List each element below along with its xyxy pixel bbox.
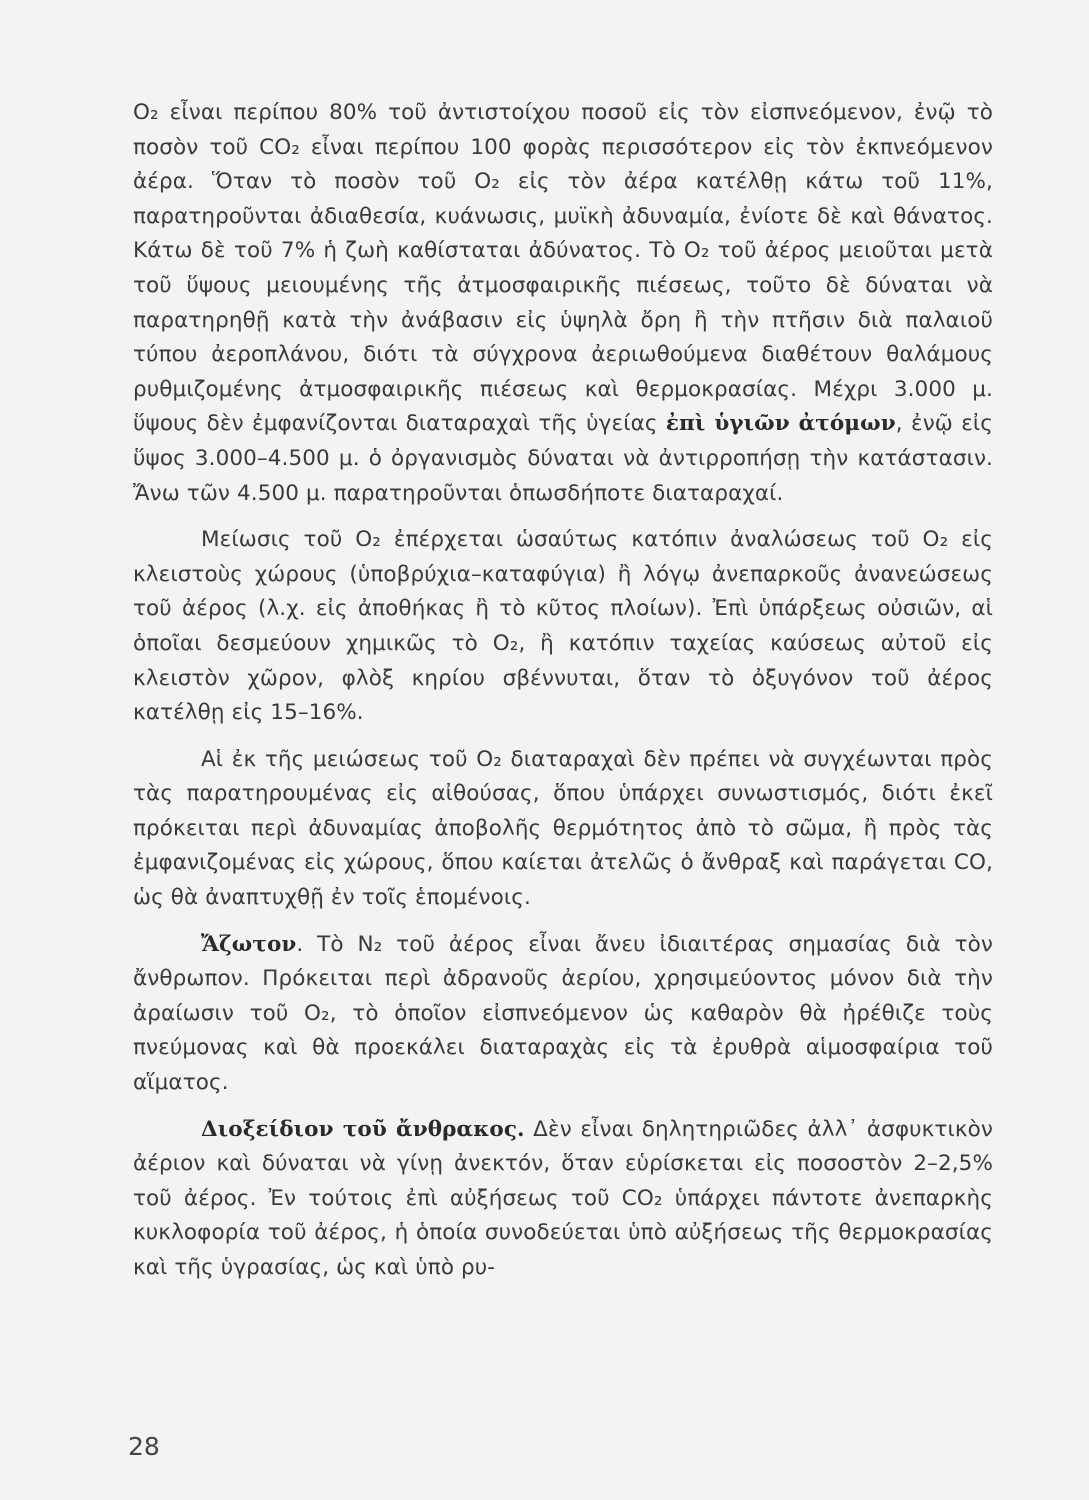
paragraph-oxygen-levels: [133, 96, 993, 511]
paragraph-text: O₂ εἶναι περίπου 80% τοῦ ἀντιστοίχου ποσοῦ εἰς τὸν εἰσπνεόμενον, ἐνῷ τὸ ποσὸν τοῦ CO₂ εἶναι περίπου 100 φορὰς περισσότερον εἰς τὸν ἐκπνεόμενον ἀέρα. Ὅταν τὸ ποσὸν τοῦ O₂ εἰς τὸν ἀέρα κατέλθῃ κάτω τοῦ 11%, παρατηροῦνται ἀδιαθεσία, κυάνωσις, μυϊκὴ ἀδυναμία, ἐνίοτε δὲ καὶ θάνατος. Κάτω δὲ τοῦ 7% ἡ ζωὴ καθίσταται ἀδύνατος. Τὸ O₂ τοῦ ἀέρος μειοῦται μετὰ τοῦ ὕψους μειουμένης τῆς ἀτμοσφαιρικῆς πιέσεως, τοῦτο δὲ δύναται νὰ παρατηρηθῇ κατὰ τὴν ἀνάβασιν εἰς ὑψηλὰ ὄρη ἢ τὴν πτῆσιν διὰ παλαιοῦ τύπου ἀεροπλάνου, διότι τὰ σύγχρονα ἀεριωθούμενα διαθέτουν θαλάμους ρυθμιζομένης ἀτμοσφαιρικῆς πιέσεως καὶ θερμοκρασίας. Μέχρι 3.000 μ. ὕψους δὲν ἐμφανίζονται διαταραχαὶ τῆς ὑγείας: [133, 100, 993, 437]
paragraph-nitrogen: [133, 928, 993, 1101]
page-number: 28: [128, 1432, 160, 1461]
body-text: [133, 96, 993, 1286]
bold-phrase: ἐπὶ ὑγιῶν ἀτόμων: [665, 411, 896, 437]
paragraph-disturbances: Αἱ ἐκ τῆς μειώσεως τοῦ O₂ διαταραχαὶ δὲν πρέπει νὰ συγχέωνται πρὸς τὰς παρατηρουμένας εἰς αἰθούσας, ὅπου ὑπάρχει συνωστισμός, διότι ἐκεῖ πρόκειται περὶ ἀδυναμίας ἀποβολῆς θερμότητος ἀπὸ τὸ σῶμα, ἢ πρὸς τὰς ἐμφανιζομένας εἰς χώρους, ὅπου καίεται ἀτελῶς ὁ ἄνθραξ καὶ παράγεται CO, ὡς θὰ ἀναπτυχθῇ ἐν τοῖς ἑπομένοις.: [133, 746, 993, 911]
section-heading-carbon-dioxide: Διοξείδιον τοῦ ἄνθρακος.: [201, 1116, 525, 1142]
paragraph-oxygen-reduction: Μείωσις τοῦ O₂ ἐπέρχεται ὡσαύτως κατόπιν ἀναλώσεως τοῦ O₂ εἰς κλειστοὺς χώρους (ὑποβρύχια–καταφύγια) ἢ λόγῳ ἀνεπαρκοῦς ἀνανεώσεως τοῦ ἀέρος (λ.χ. εἰς ἀποθήκας ἢ τὸ κῦτος πλοίων). Ἐπὶ ὑπάρξεως οὐσιῶν, αἱ ὁποῖαι δεσμεύουν χημικῶς τὸ O₂, ἢ κατόπιν ταχείας καύσεως αὐτοῦ εἰς κλειστὸν χῶρον, φλὸξ κηρίου σβέννυται, ὅταν τὸ ὀξυγόνον τοῦ ἀέρος κατέλθῃ εἰς 15–16%.: [133, 527, 993, 726]
section-heading-nitrogen: Ἄζωτον: [201, 931, 297, 957]
paragraph-text: Δὲν εἶναι δηλητηριῶδες ἀλλ᾽ ἀσφυκτικὸν ἀέριον καὶ δύναται νὰ γίνῃ ἀνεκτόν, ὅταν εὑρίσκεται εἰς ποσοστὸν 2–2,5% τοῦ ἀέρος. Ἐν τούτοις ἐπὶ αὐξήσεως τοῦ CO₂ ὑπάρχει πάντοτε ἀνεπαρκὴς κυκλοφορία τοῦ ἀέρος, ἡ ὁποία συνοδεύεται ὑπὸ αὐξήσεως τῆς θερμοκρασίας καὶ τῆς ὑγρασίας, ὡς καὶ ὑπὸ ρυ-: [133, 1116, 993, 1280]
paragraph-text-end: , ἐνῷ εἰς ὕψος 3.000–4.500 μ. ὁ ὀργανισμὸς δύναται νὰ ἀντιρροπήσῃ τὴν κατάστασιν. Ἄνω τῶν 4.500 μ. παρατηροῦνται ὁπωσδήποτε διαταραχαί.: [133, 411, 994, 506]
paragraph-carbon-dioxide: [133, 1113, 993, 1286]
paragraph-text: . Τὸ N₂ τοῦ ἀέρος εἶναι ἄνευ ἰδιαιτέρας σημασίας διὰ τὸν ἄνθρωπον. Πρόκειται περὶ ἀδρανοῦς ἀερίου, χρησιμεύοντος μόνον διὰ τὴν ἀραίωσιν τοῦ O₂, τὸ ὁποῖον εἰσπνεόμενον ὡς καθαρὸν θὰ ἠρέθιζε τοὺς πνεύμονας καὶ θὰ προεκάλει διαταραχὰς εἰς τὰ ἐρυθρὰ αἱμοσφαίρια τοῦ αἵματος.: [133, 931, 993, 1096]
